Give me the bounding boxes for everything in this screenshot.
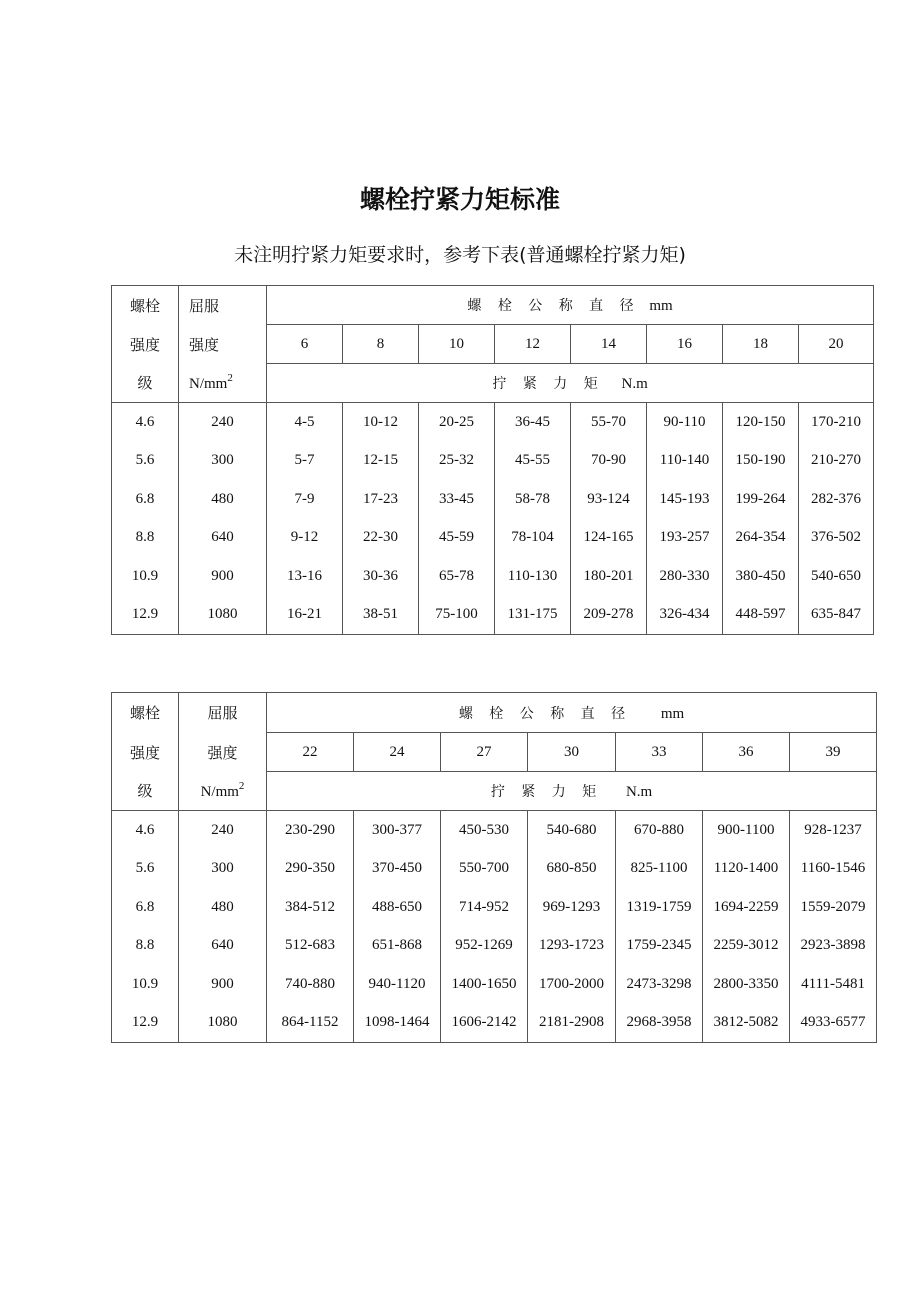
torque-cell: 488-650	[354, 888, 441, 927]
yield-cell: 1080	[179, 596, 267, 635]
torque-cell: 65-78	[419, 557, 495, 596]
diameter-cell: 39	[790, 733, 877, 772]
table-row	[112, 927, 877, 965]
torque-cell: 384-512	[267, 888, 354, 927]
torque-cell: 326-434	[647, 596, 723, 635]
diameter-cell: 36	[703, 733, 790, 772]
torque-cell: 12-15	[343, 442, 419, 480]
torque-cell: 2968-3958	[616, 1004, 703, 1043]
torque-cell: 10-12	[343, 403, 419, 442]
torque-cell: 2923-3898	[790, 927, 877, 965]
diameter-unit: mm	[660, 705, 685, 722]
torque-cell: 540-680	[528, 811, 616, 850]
diameter-unit: mm	[649, 298, 673, 314]
torque-cell: 450-530	[441, 811, 528, 850]
torque-cell: 264-354	[723, 519, 799, 557]
torque-cell: 952-1269	[441, 927, 528, 965]
torque-unit: N.m	[625, 784, 653, 800]
torque-cell: 4933-6577	[790, 1004, 877, 1043]
table-row	[112, 596, 874, 635]
torque-label: 拧 紧 力 矩	[492, 376, 604, 392]
diameter-cell: 14	[571, 325, 647, 364]
diameter-cell: 24	[354, 733, 441, 772]
torque-cell: 1759-2345	[616, 927, 703, 965]
grade-cell: 5.6	[112, 442, 179, 480]
torque-cell: 38-51	[343, 596, 419, 635]
grade-cell: 12.9	[112, 1004, 179, 1043]
yield-unit: N/mm	[200, 784, 239, 801]
torque-cell: 670-880	[616, 811, 703, 850]
diameter-header	[267, 286, 874, 325]
grade-cell: 8.8	[112, 927, 179, 965]
torque-cell: 2181-2908	[528, 1004, 616, 1043]
table-row	[112, 1004, 877, 1043]
diameter-cell: 8	[343, 325, 419, 364]
torque-cell: 1559-2079	[790, 888, 877, 927]
torque-cell: 36-45	[495, 403, 571, 442]
yield-unit-cell	[179, 772, 267, 811]
torque-cell: 131-175	[495, 596, 571, 635]
diameter-cell: 12	[495, 325, 571, 364]
torque-cell: 448-597	[723, 596, 799, 635]
yield-cell: 240	[179, 403, 267, 442]
yield-cell: 300	[179, 442, 267, 480]
grade-cell: 4.6	[112, 403, 179, 442]
torque-cell: 5-7	[267, 442, 343, 480]
torque-cell: 70-90	[571, 442, 647, 480]
yield-cell: 640	[179, 927, 267, 965]
torque-cell: 20-25	[419, 403, 495, 442]
torque-cell: 55-70	[571, 403, 647, 442]
torque-cell: 928-1237	[790, 811, 877, 850]
torque-cell: 145-193	[647, 480, 723, 519]
torque-cell: 150-190	[723, 442, 799, 480]
torque-cell: 30-36	[343, 557, 419, 596]
torque-cell: 1098-1464	[354, 1004, 441, 1043]
yield-unit-exponent: 2	[238, 780, 245, 793]
torque-cell: 2259-3012	[703, 927, 790, 965]
torque-label: 拧 紧 力 矩	[490, 784, 603, 800]
torque-cell: 16-21	[267, 596, 343, 635]
torque-cell: 110-130	[495, 557, 571, 596]
yield-unit-cell	[179, 364, 267, 403]
diameter-cell: 10	[419, 325, 495, 364]
torque-cell: 1694-2259	[703, 888, 790, 927]
torque-cell: 825-1100	[616, 850, 703, 888]
torque-cell: 1400-1650	[441, 965, 528, 1004]
grade-cell: 10.9	[112, 557, 179, 596]
torque-cell: 58-78	[495, 480, 571, 519]
grade-header-line3: 级	[112, 364, 179, 403]
grade-cell: 6.8	[112, 480, 179, 519]
torque-cell: 180-201	[571, 557, 647, 596]
torque-header	[267, 772, 877, 811]
diameter-cell: 27	[441, 733, 528, 772]
yield-cell: 240	[179, 811, 267, 850]
grade-header-line3: 级	[112, 772, 179, 811]
torque-cell: 651-868	[354, 927, 441, 965]
torque-cell: 193-257	[647, 519, 723, 557]
yield-cell: 900	[179, 965, 267, 1004]
grade-header-line1: 螺栓	[112, 693, 179, 733]
torque-cell: 93-124	[571, 480, 647, 519]
yield-header-line1: 屈服	[179, 286, 267, 325]
yield-header-line2: 强度	[179, 733, 267, 772]
torque-cell: 300-377	[354, 811, 441, 850]
torque-cell: 680-850	[528, 850, 616, 888]
grade-cell: 10.9	[112, 965, 179, 1004]
torque-cell: 4-5	[267, 403, 343, 442]
torque-cell: 7-9	[267, 480, 343, 519]
torque-cell: 1606-2142	[441, 1004, 528, 1043]
torque-cell: 45-55	[495, 442, 571, 480]
diameter-cell: 20	[799, 325, 874, 364]
table-row	[112, 442, 874, 480]
table-row	[112, 811, 877, 850]
torque-cell: 900-1100	[703, 811, 790, 850]
torque-cell: 370-450	[354, 850, 441, 888]
torque-cell: 864-1152	[267, 1004, 354, 1043]
torque-cell: 1160-1546	[790, 850, 877, 888]
yield-cell: 300	[179, 850, 267, 888]
yield-unit-exponent: 2	[227, 372, 233, 385]
table-row	[112, 403, 874, 442]
yield-cell: 640	[179, 519, 267, 557]
torque-cell: 3812-5082	[703, 1004, 790, 1043]
torque-header	[267, 364, 874, 403]
torque-cell: 124-165	[571, 519, 647, 557]
yield-cell: 480	[179, 888, 267, 927]
page-title: 螺栓拧紧力矩标准	[359, 185, 560, 214]
torque-cell: 969-1293	[528, 888, 616, 927]
diameter-cell: 22	[267, 733, 354, 772]
yield-cell: 1080	[179, 1004, 267, 1043]
yield-cell: 480	[179, 480, 267, 519]
grade-cell: 8.8	[112, 519, 179, 557]
torque-cell: 78-104	[495, 519, 571, 557]
torque-cell: 199-264	[723, 480, 799, 519]
torque-cell: 635-847	[799, 596, 874, 635]
diameter-cell: 33	[616, 733, 703, 772]
table-row	[112, 557, 874, 596]
torque-cell: 120-150	[723, 403, 799, 442]
table-row	[112, 850, 877, 888]
torque-cell: 376-502	[799, 519, 874, 557]
diameter-cell: 30	[528, 733, 616, 772]
torque-cell: 714-952	[441, 888, 528, 927]
grade-header-line2: 强度	[112, 325, 179, 364]
diameter-label: 螺 栓 公 称 直 径	[458, 705, 632, 722]
table-row	[112, 480, 874, 519]
torque-cell: 282-376	[799, 480, 874, 519]
grade-cell: 5.6	[112, 850, 179, 888]
torque-cell: 33-45	[419, 480, 495, 519]
torque-cell: 75-100	[419, 596, 495, 635]
torque-cell: 2800-3350	[703, 965, 790, 1004]
torque-cell: 45-59	[419, 519, 495, 557]
torque-cell: 210-270	[799, 442, 874, 480]
torque-cell: 1319-1759	[616, 888, 703, 927]
torque-table-large	[111, 692, 877, 1043]
page-subtitle: 未注明拧紧力矩要求时，参考下表(普通螺栓拧紧力矩)	[234, 244, 686, 266]
torque-cell: 13-16	[267, 557, 343, 596]
torque-cell: 209-278	[571, 596, 647, 635]
table-row	[112, 888, 877, 927]
grade-header-line1: 螺栓	[112, 286, 179, 325]
diameter-header	[267, 693, 877, 733]
torque-cell: 22-30	[343, 519, 419, 557]
torque-cell: 17-23	[343, 480, 419, 519]
torque-cell: 512-683	[267, 927, 354, 965]
diameter-label: 螺 栓 公 称 直 径	[467, 298, 640, 314]
diameter-cell: 6	[267, 325, 343, 364]
torque-cell: 1700-2000	[528, 965, 616, 1004]
torque-cell: 230-290	[267, 811, 354, 850]
table-row	[112, 519, 874, 557]
torque-cell: 540-650	[799, 557, 874, 596]
torque-cell: 280-330	[647, 557, 723, 596]
torque-cell: 740-880	[267, 965, 354, 1004]
torque-cell: 4111-5481	[790, 965, 877, 1004]
grade-cell: 12.9	[112, 596, 179, 635]
torque-cell: 380-450	[723, 557, 799, 596]
yield-cell: 900	[179, 557, 267, 596]
yield-unit: N/mm	[189, 376, 228, 393]
torque-cell: 25-32	[419, 442, 495, 480]
torque-cell: 1120-1400	[703, 850, 790, 888]
yield-header-line2: 强度	[179, 325, 267, 364]
torque-unit: N.m	[621, 376, 648, 392]
torque-cell: 110-140	[647, 442, 723, 480]
torque-cell: 2473-3298	[616, 965, 703, 1004]
torque-cell: 940-1120	[354, 965, 441, 1004]
torque-cell: 9-12	[267, 519, 343, 557]
diameter-cell: 16	[647, 325, 723, 364]
torque-cell: 1293-1723	[528, 927, 616, 965]
torque-table-small	[111, 285, 874, 635]
torque-cell: 90-110	[647, 403, 723, 442]
yield-header-line1: 屈服	[179, 693, 267, 733]
torque-cell: 170-210	[799, 403, 874, 442]
torque-cell: 290-350	[267, 850, 354, 888]
grade-cell: 4.6	[112, 811, 179, 850]
grade-cell: 6.8	[112, 888, 179, 927]
diameter-cell: 18	[723, 325, 799, 364]
torque-cell: 550-700	[441, 850, 528, 888]
grade-header-line2: 强度	[112, 733, 179, 772]
table-row	[112, 965, 877, 1004]
